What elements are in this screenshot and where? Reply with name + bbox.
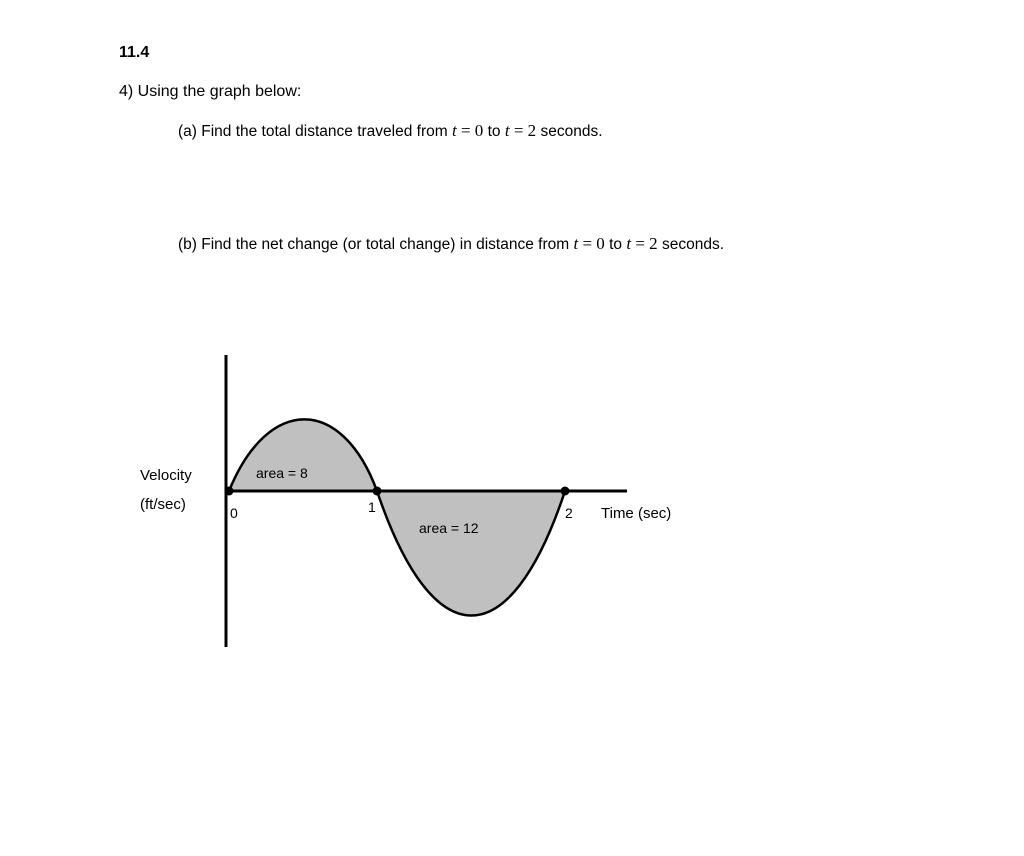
- zero-point-2: [561, 487, 570, 496]
- part-a-to: to: [487, 123, 501, 140]
- part-b-suffix: seconds.: [662, 236, 725, 253]
- tick-label-2: 2: [565, 505, 573, 521]
- positive-area-label: area = 8: [256, 465, 308, 481]
- part-a-end-value: = 2: [513, 121, 537, 140]
- zero-point-1: [373, 487, 382, 496]
- part-b-end-value: = 2: [635, 234, 658, 253]
- y-axis-label-line1: Velocity: [140, 467, 192, 484]
- negative-area-region: [377, 491, 565, 616]
- x-axis-label: Time (sec): [601, 505, 672, 522]
- section-number: 11.4: [119, 44, 150, 61]
- negative-area-label: area = 12: [419, 520, 479, 536]
- tick-label-1: 1: [368, 499, 376, 515]
- question-heading: 4) Using the graph below:: [119, 83, 302, 100]
- tick-label-0: 0: [230, 505, 238, 521]
- part-a-prefix: (a) Find the total distance traveled from: [178, 123, 448, 140]
- part-b-var-t-end: t: [626, 234, 632, 253]
- part-a-suffix: seconds.: [540, 123, 603, 140]
- y-axis-label-line2: (ft/sec): [140, 496, 186, 513]
- part-b-start-value: = 0: [582, 234, 605, 253]
- part-b-var-t-start: t: [573, 234, 579, 253]
- part-a-start-value: = 0: [460, 121, 484, 140]
- part-b-to: to: [609, 236, 623, 253]
- part-a-var-t-start: t: [451, 121, 457, 140]
- part-a-var-t-end: t: [504, 121, 510, 140]
- zero-point-0: [225, 487, 234, 496]
- part-b-prefix: (b) Find the net change (or total change) in distance from: [178, 236, 570, 253]
